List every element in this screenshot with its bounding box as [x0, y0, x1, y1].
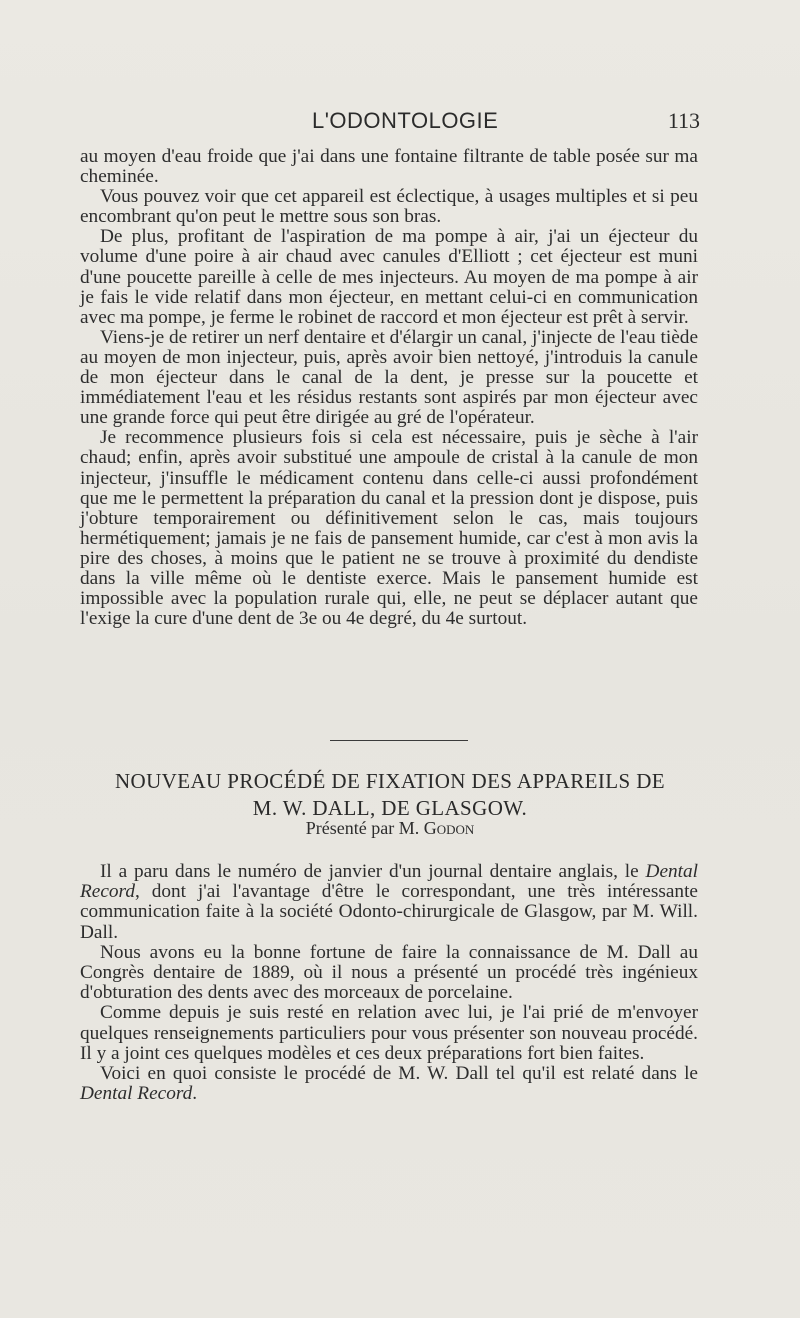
text-run: . [192, 1083, 198, 1105]
article-continuation [80, 147, 698, 629]
paragraph: Je recommence plusieurs fois si cela est nécessaire, puis je sèche à l'air chaud; enfin, après avoir substitué une ampoule de cristal à la canule de mon injecteur, j'insuffle le médicament contenu dans celle-ci aussi profondément que me le permettent la préparation du canal et la pression dont je dispose, puis j'obture temporairement ou définitivement selon le cas, mais toujours hermétiquement; jamais je ne fais de pansement humide, car c'est à mon avis la pire des choses, à moins que le patient ne se trouve à proximité du dendiste dans la ville même où le dentiste exerce. Mais le pansement humide est impossible avec la population rurale qui, elle, ne peut se déplacer autant que l'exige la cure d'une dent de 3e ou 4e degré, du 4e surtout. [80, 427, 698, 630]
byline [80, 818, 700, 839]
paragraph: Viens-je de retirer un nerf dentaire et d'élargir un canal, j'injecte de l'eau tiède au moyen de mon injecteur, puis, après avoir bien nettoyé, j'introduis la canule de mon éjecteur dans le canal de la dent, je presse sur la poucette et immédiatement l'eau et les résidus restants sont aspirés par mon éjecteur avec une grande force qui peut être dirigée au gré de l'opérateur. [80, 326, 698, 429]
paragraph [80, 862, 698, 943]
page-header [80, 108, 700, 138]
paragraph: Comme depuis je suis resté en relation avec lui, je l'ai prié de m'envoyer quelques renseignements particuliers pour vous présenter son nouveau procédé. Il y a joint ces quelques modèles et ces deux préparations fort bien faites. [80, 1002, 698, 1064]
text-run: , dont j'ai l'avantage d'être le correspondant, une très intéressante communication faite à la société Odonto-chirurgicale de Glasgow, par M. Will. Dall. [80, 881, 698, 943]
section-title-line-1: NOUVEAU PROCÉDÉ DE FIXATION DES APPAREILS DE [114, 769, 666, 793]
text-run: Il a paru dans le numéro de janvier d'un journal dentaire anglais, le [100, 861, 646, 882]
text-run: Voici en quoi consiste le procédé de M. W. Dall tel qu'il est relaté dans le [100, 1063, 698, 1085]
page-number: 113 [667, 108, 700, 133]
article-body [80, 862, 698, 1104]
paragraph: au moyen d'eau froide que j'ai dans une fontaine filtrante de table posée sur ma cheminée. [80, 146, 698, 188]
paragraph: Nous avons eu la bonne fortune de faire la connaissance de M. Dall au Congrès dentaire de 1889, où il nous a présenté un procédé très ingénieux d'obturation des dents avec des morceaux de porcelaine. [80, 941, 698, 1004]
byline-prefix: Présenté par M. [305, 818, 424, 838]
journal-title: Dental Record [80, 861, 698, 903]
paragraph [80, 1064, 698, 1104]
byline-author: Godon [423, 818, 475, 838]
section-title [80, 768, 700, 822]
running-title: L'ODONTOLOGIE [312, 108, 499, 133]
paragraph: Vous pouvez voir que cet appareil est éclectique, à usages multiples et si peu encombrant qu'on peut le mettre sous son bras. [80, 186, 698, 228]
section-title-line-2: M. W. DALL, DE GLASGOW. [252, 796, 528, 820]
paragraph: De plus, profitant de l'aspiration de ma pompe à air, j'ai un éjecteur du volume d'une poire à air chaud avec canules d'Elliott ; cet éjecteur est muni d'une poucette pareille à celle de mes injecteurs. Au moyen de ma pompe à air je fais le vide relatif dans mon éjecteur, en mettant celui-ci en communication avec ma pompe, je ferme le robinet de raccord et mon éjecteur est prêt à servir. [80, 226, 698, 328]
journal-title: Dental Record [80, 1083, 193, 1105]
section-divider [330, 740, 468, 741]
